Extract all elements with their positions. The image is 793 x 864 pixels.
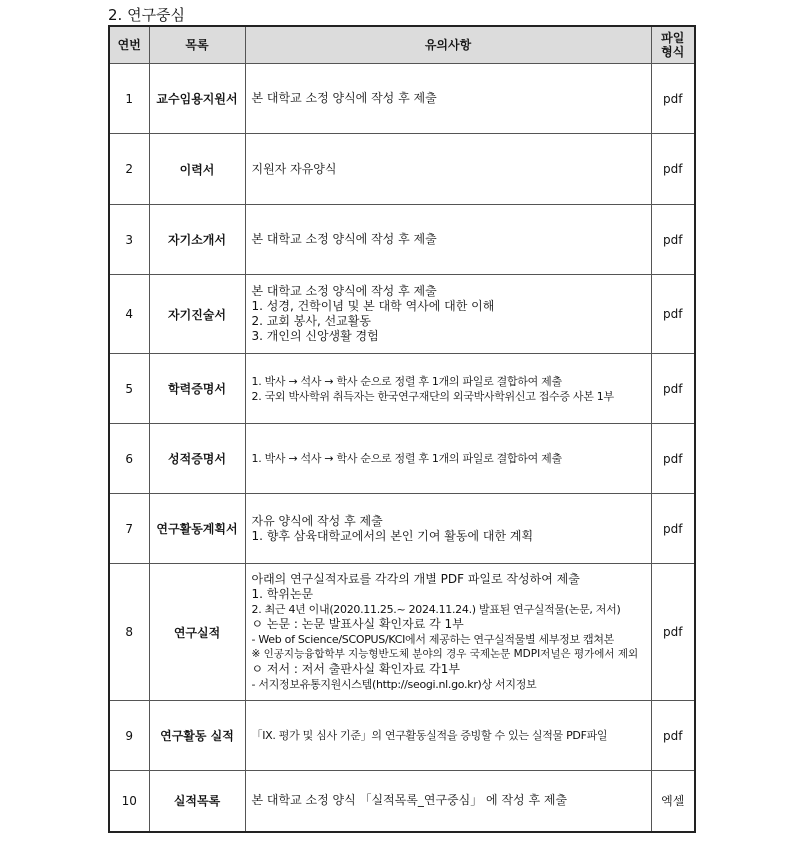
- note-line: 2. 최근 4년 이내(2020.11.25.~ 2024.11.24.) 발표된 연구실적물(논문, 저서): [251, 603, 621, 616]
- table-row: [109, 564, 695, 701]
- row-number: 10: [109, 771, 149, 832]
- note-line: 본 대학교 소정 양식에 작성 후 제출: [251, 232, 437, 246]
- row-notes: [245, 134, 651, 205]
- note-line: ※ 인공지능융합학부 지능형반도체 분야의 경우 국제논문 MDPI저널은 평가에서 제외: [251, 648, 639, 660]
- table-row: [109, 494, 695, 564]
- row-notes: [245, 275, 651, 354]
- row-number: 8: [109, 564, 149, 701]
- note-line: 자유 양식에 작성 후 제출: [251, 513, 383, 528]
- table-row: [109, 275, 695, 354]
- row-notes: [245, 354, 651, 424]
- row-format: pdf: [651, 564, 695, 701]
- header-notes: 유의사항: [245, 26, 651, 64]
- note-line: 본 대학교 소정 양식에 작성 후 제출: [251, 284, 437, 298]
- row-item: 교수임용지원서: [149, 64, 245, 134]
- row-number: 5: [109, 354, 149, 424]
- header-format-label: 파일 형식: [661, 31, 685, 59]
- table-body: [109, 64, 695, 832]
- row-number: 2: [109, 134, 149, 205]
- note-line: 1. 박사 → 석사 → 학사 순으로 정렬 후 1개의 파일로 결합하여 제출: [251, 374, 562, 388]
- row-item: 자기소개서: [149, 205, 245, 275]
- row-item: 연구활동 실적: [149, 701, 245, 771]
- table-row: [109, 134, 695, 205]
- row-format: pdf: [651, 701, 695, 771]
- row-notes: [245, 564, 651, 701]
- table-header-row: [109, 26, 695, 64]
- row-number: 3: [109, 205, 149, 275]
- table-row: [109, 424, 695, 494]
- note-line: ㅇ 저서 : 저서 출판사실 확인자료 각1부: [251, 662, 460, 676]
- table-row: [109, 771, 695, 832]
- note-line: 1. 성경, 건학이념 및 본 대학 역사에 대한 이해: [251, 299, 495, 313]
- note-line: - Web of Science/SCOPUS/KCI에서 제공하는 연구실적물별 세부정보 캡쳐본: [251, 633, 615, 646]
- note-line: 1. 학위논문: [251, 587, 314, 601]
- row-item: 자기진술서: [149, 275, 245, 354]
- row-number: 9: [109, 701, 149, 771]
- note-line: 아래의 연구실적자료를 각각의 개별 PDF 파일로 작성하여 제출: [251, 572, 580, 586]
- note-line: - 서지정보유통지원시스템(http://seogi.nl.go.kr)상 서지정보: [251, 678, 537, 691]
- row-notes: [245, 424, 651, 494]
- note-line: 「IX. 평가 및 심사 기준」의 연구활동실적을 증빙할 수 있는 실적물 PDF파일: [251, 729, 608, 742]
- row-notes: [245, 701, 651, 771]
- row-item: 연구활동계획서: [149, 494, 245, 564]
- header-no: 연번: [109, 26, 149, 64]
- row-format: pdf: [651, 64, 695, 134]
- row-format: pdf: [651, 354, 695, 424]
- row-number: 7: [109, 494, 149, 564]
- note-line: 지원자 자유양식: [251, 161, 337, 176]
- row-notes: [245, 64, 651, 134]
- note-line: 본 대학교 소정 양식에 작성 후 제출: [251, 91, 437, 105]
- row-notes: [245, 205, 651, 275]
- table-row: [109, 205, 695, 275]
- row-item: 성적증명서: [149, 424, 245, 494]
- table-row: [109, 701, 695, 771]
- row-item: 연구실적: [149, 564, 245, 701]
- header-format: [651, 26, 695, 64]
- row-item: 실적목록: [149, 771, 245, 832]
- row-number: 4: [109, 275, 149, 354]
- row-format: pdf: [651, 424, 695, 494]
- document-table: [108, 25, 696, 833]
- row-format: pdf: [651, 494, 695, 564]
- row-number: 6: [109, 424, 149, 494]
- row-notes: [245, 494, 651, 564]
- row-format: 엑셀: [651, 771, 695, 832]
- header-item: 목록: [149, 26, 245, 64]
- row-format: pdf: [651, 275, 695, 354]
- note-line: 2. 교회 봉사, 선교활동: [251, 314, 371, 328]
- row-item: 학력증명서: [149, 354, 245, 424]
- note-line: ㅇ 논문 : 논문 발표사실 확인자료 각 1부: [251, 617, 464, 631]
- row-format: pdf: [651, 205, 695, 275]
- note-line: 1. 향후 삼육대학교에서의 본인 기여 활동에 대한 계획: [251, 528, 534, 543]
- row-item: 이력서: [149, 134, 245, 205]
- row-notes: [245, 771, 651, 832]
- section-title: 2. 연구중심: [108, 6, 186, 24]
- note-line: 3. 개인의 신앙생활 경험: [251, 329, 379, 343]
- note-line: 2. 국외 박사학위 취득자는 한국연구재단의 외국박사학위신고 접수증 사본 1부: [251, 389, 614, 403]
- table-row: [109, 354, 695, 424]
- table-row: [109, 64, 695, 134]
- row-format: pdf: [651, 134, 695, 205]
- note-line: 1. 박사 → 석사 → 학사 순으로 정렬 후 1개의 파일로 결합하여 제출: [251, 452, 562, 465]
- note-line: 본 대학교 소정 양식 「실적목록_연구중심」 에 작성 후 제출: [251, 793, 568, 808]
- row-number: 1: [109, 64, 149, 134]
